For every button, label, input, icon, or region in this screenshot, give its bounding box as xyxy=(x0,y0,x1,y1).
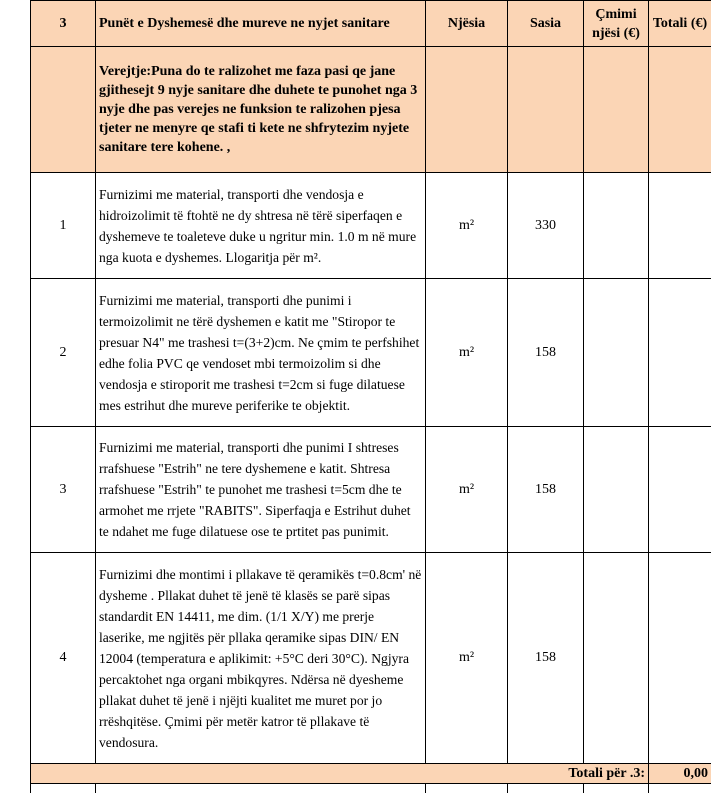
item-quantity: 330 xyxy=(508,173,584,279)
item-unit-price[interactable] xyxy=(584,173,649,279)
note-row xyxy=(31,47,711,173)
item-quantity: 158 xyxy=(508,553,584,764)
section-title: Punët e Dyshemesë dhe mureve ne nyjet sanitare xyxy=(96,1,426,47)
total-column-header: Totali (€) xyxy=(649,1,711,47)
section-total-value: 0,00 xyxy=(649,764,711,784)
note-unit-cell xyxy=(426,47,508,173)
note-price-cell xyxy=(584,47,649,173)
item-unit-price[interactable] xyxy=(584,427,649,553)
item-description: Furnizimi me material, transporti dhe vendosja e hidroizolimit të ftohtë ne dy shtresa në tërë siperfaqen e dyshemeve te toaleteve duke u ngritur min. 1.0 m në mure nga kuota e dyshemes. Llogaritja për m². xyxy=(96,173,426,279)
note-qty-cell xyxy=(508,47,584,173)
section-note: Verejtje:Puna do te ralizohet me faza pasi qe jane gjithesejt 9 nyje sanitare dhe duhete te punohet nga 3 nyje dhe pas verejes ne funksion te ralizohen pjesa tjeter ne menyre qe stafi ti kete ne shfrytezim nyjete sanitare tere kohene. , xyxy=(96,47,426,173)
item-unit: m² xyxy=(426,279,508,427)
note-number-cell xyxy=(31,47,96,173)
bill-of-quantities-table xyxy=(30,0,711,784)
item-quantity: 158 xyxy=(508,279,584,427)
item-total[interactable] xyxy=(649,553,711,764)
section-header-row xyxy=(31,1,711,47)
item-number: 2 xyxy=(31,279,96,427)
item-unit: m² xyxy=(426,173,508,279)
item-unit: m² xyxy=(426,553,508,764)
item-total[interactable] xyxy=(649,173,711,279)
section-number: 3 xyxy=(31,1,96,47)
item-quantity: 158 xyxy=(508,427,584,553)
table-row xyxy=(31,427,711,553)
item-number: 1 xyxy=(31,173,96,279)
table-row xyxy=(31,553,711,764)
item-description: Furnizimi dhe montimi i pllakave të qeramikës t=0.8cm' në dysheme . Pllakat duhet të jenë të klasës se parë sipas standardit EN 14411, me dim. (1/1 X/Y) me prerje laserike, me ngjitës për pllaka qeramike sipas DIN/ EN 12004 (temperatura e aplikimit: +5°C deri 30°C). Ngjyra percaktohet nga organi mbikqyres. Ndërsa në dyesheme pllakat duhet të jenë i njëjti kualitet me muret por jo rrëshqitëse. Çmimi për metër katror të pllakave të vendosura. xyxy=(96,553,426,764)
unit-price-column-header: Çmimi njësi (€) xyxy=(584,1,649,47)
table-row xyxy=(31,279,711,427)
item-description: Furnizimi me material, transporti dhe punimi I shtreses rrafshuese "Estrih" ne tere dyshemene e katit. Shtresa rrafshuese "Estrih" te punohet me trashesi t=5cm dhe te armohet me rrjete "RABITS". Siperfaqja e Estrihut duhet te ndahet me fuge dilatuese ose te prtitet pas punimit. xyxy=(96,427,426,553)
item-number: 3 xyxy=(31,427,96,553)
item-unit-price[interactable] xyxy=(584,553,649,764)
section-total-label: Totali për .3: xyxy=(31,764,649,784)
item-unit-price[interactable] xyxy=(584,279,649,427)
item-unit: m² xyxy=(426,427,508,553)
note-total-cell xyxy=(649,47,711,173)
item-description: Furnizimi me material, transporti dhe punimi i termoizolimit ne tërë dyshemen e katit me "Stiropor te presuar N4" me trashesi t=(3+2)cm. Ne çmim te perfshihet edhe folia PVC qe vendoset mbi termoizolim si dhe vendosja e stiroporit me trashesi t=2cm si fuge dilatuese mes estrihut dhe mureve periferike te objektit. xyxy=(96,279,426,427)
next-row-gridlines xyxy=(30,783,711,793)
item-total[interactable] xyxy=(649,427,711,553)
unit-column-header: Njësia xyxy=(426,1,508,47)
section-total-row xyxy=(31,764,711,784)
table-row xyxy=(31,173,711,279)
item-total[interactable] xyxy=(649,279,711,427)
item-number: 4 xyxy=(31,553,96,764)
quantity-column-header: Sasia xyxy=(508,1,584,47)
